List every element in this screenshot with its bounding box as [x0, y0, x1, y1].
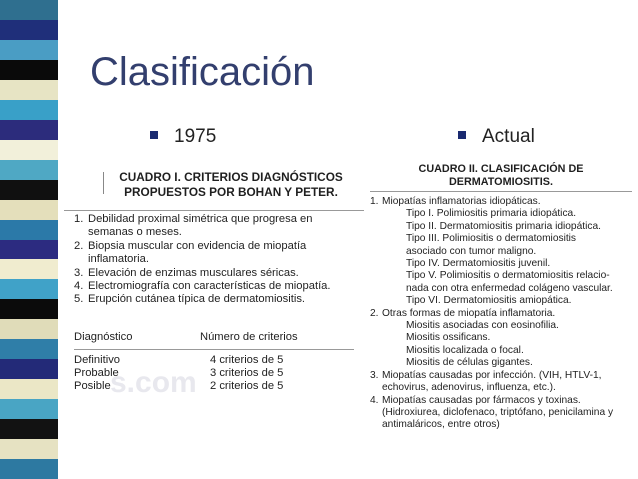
strip-block — [0, 459, 58, 479]
strip-block — [0, 299, 58, 319]
strip-block — [0, 279, 58, 299]
strip-block — [0, 419, 58, 439]
list-item — [370, 246, 632, 258]
list-item — [370, 208, 632, 220]
list-item — [370, 196, 632, 208]
item-text: Tipo I. Polimiositis primaria idiopática. — [406, 208, 577, 220]
item-number: 3. — [370, 369, 379, 381]
item-text: nada con otra enfermedad colágeno vascular. — [406, 282, 613, 294]
list-item — [370, 332, 632, 344]
list-item — [370, 258, 632, 270]
item-number: 4. — [370, 394, 379, 406]
item-number: 5. — [74, 293, 84, 306]
item-number: 2. — [370, 307, 379, 319]
table-cell: 3 criterios de 5 — [210, 366, 284, 379]
strip-block — [0, 240, 58, 260]
strip-block — [0, 220, 58, 240]
strip-block — [0, 80, 58, 100]
strip-block — [0, 140, 58, 160]
list-item — [74, 226, 364, 239]
item-text: Miositis ossificans. — [406, 332, 491, 344]
list-item — [370, 395, 632, 407]
bullet-1975 — [150, 126, 216, 148]
cuadro-i-title — [106, 170, 356, 200]
item-text: inflamatoria. — [88, 253, 149, 266]
list-item — [370, 270, 632, 282]
list-item — [370, 370, 632, 382]
list-item — [370, 407, 632, 419]
cuadro-i-header — [64, 160, 364, 211]
watermark: s.com — [110, 366, 197, 399]
list-item — [370, 419, 632, 431]
item-text: Biopsia muscular con evidencia de miopatía — [88, 239, 307, 252]
bullet-label: 1975 — [174, 126, 217, 147]
item-text: Erupción cutánea típica de dermatomiositis. — [88, 293, 306, 306]
item-text: Tipo V. Polimiositis o dermatomiositis relacio- — [406, 270, 610, 282]
strip-block — [0, 180, 58, 200]
item-text: Tipo II. Dermatomiositis primaria idiopática. — [406, 220, 601, 232]
strip-block — [0, 60, 58, 80]
cuadro-ii-panel — [370, 158, 632, 432]
item-text: Miositis de células gigantes. — [406, 357, 533, 369]
item-text: Electromiografía con características de miopatía. — [88, 280, 331, 293]
strip-block — [0, 339, 58, 359]
decorative-strip — [0, 0, 58, 479]
list-item — [370, 233, 632, 245]
item-text: Tipo III. Polimiositis o dermatomiositis — [406, 233, 577, 245]
list-item — [370, 345, 632, 357]
item-text: Tipo IV. Dermatomiositis juvenil. — [406, 258, 551, 270]
divider — [103, 172, 104, 194]
item-text: Debilidad proximal simétrica que progresa en — [88, 213, 313, 225]
table-cell: Probable — [74, 366, 119, 379]
strip-block — [0, 399, 58, 419]
item-text: Elevación de enzimas musculares séricas. — [88, 266, 299, 279]
slide-title: Clasificación — [90, 50, 315, 94]
strip-block — [0, 20, 58, 40]
column-header-diagnostico: Diagnóstico — [74, 331, 133, 343]
strip-block — [0, 259, 58, 279]
strip-block — [0, 40, 58, 60]
cuadro-i-title-line2: PROPUESTOS POR BOHAN Y PETER. — [124, 185, 338, 199]
bullet-label: Actual — [482, 126, 535, 147]
list-item — [74, 267, 364, 280]
diagnosis-table-header — [74, 327, 354, 350]
bullet-actual — [458, 126, 535, 148]
strip-block — [0, 100, 58, 120]
list-item — [74, 213, 364, 226]
criteria-list — [74, 213, 364, 307]
list-item — [74, 280, 364, 293]
cuadro-ii-title-line2: DERMATOMIOSITIS. — [449, 175, 553, 188]
item-number: 3. — [74, 266, 84, 279]
item-text: Miopatías inflamatorias idiopáticas. — [382, 196, 541, 207]
list-item — [370, 320, 632, 332]
strip-block — [0, 379, 58, 399]
item-text: antimaláricos, entre otros) — [382, 419, 500, 431]
strip-block — [0, 359, 58, 379]
item-text: semanas o meses. — [88, 226, 182, 239]
table-cell: 2 criterios de 5 — [210, 379, 284, 392]
item-text: (Hidroxiurea, diclofenaco, triptófano, penicilamina y — [382, 406, 614, 418]
list-item — [370, 221, 632, 233]
strip-block — [0, 160, 58, 180]
cuadro-i-panel — [64, 160, 364, 402]
item-text: asociado con tumor maligno. — [406, 245, 537, 257]
strip-block — [0, 319, 58, 339]
table-cell: Definitivo — [74, 354, 121, 366]
list-item — [74, 253, 364, 266]
strip-block — [0, 439, 58, 459]
strip-block — [0, 0, 58, 20]
item-text: Otras formas de miopatía inflamatoria. — [382, 307, 556, 319]
cuadro-i-title-line1: CUADRO I. CRITERIOS DIAGNÓSTICOS — [119, 170, 343, 184]
list-item — [74, 240, 364, 253]
list-item — [370, 283, 632, 295]
list-item — [370, 295, 632, 307]
item-text: Miopatías causadas por fármacos y toxinas. — [382, 394, 581, 406]
square-bullet-icon — [150, 131, 158, 139]
list-item — [370, 357, 632, 369]
cuadro-ii-title-line1: CUADRO II. CLASIFICACIÓN DE — [418, 163, 584, 175]
item-text: Miositis localizada o focal. — [406, 344, 524, 356]
item-number: 1. — [370, 196, 379, 207]
list-item — [370, 382, 632, 394]
item-number: 2. — [74, 239, 84, 252]
table-cell: Posible — [74, 379, 111, 392]
item-text: echovirus, adenovirus, influenza, etc.). — [382, 382, 556, 394]
list-item — [74, 293, 364, 306]
item-number: 4. — [74, 280, 84, 293]
square-bullet-icon — [458, 131, 466, 139]
table-row — [74, 354, 354, 367]
item-text: Miositis asociadas con eosinofilia. — [406, 320, 559, 332]
column-header-numero: Número de criterios — [200, 331, 298, 343]
classification-list — [370, 192, 632, 432]
list-item — [370, 308, 632, 320]
strip-block — [0, 200, 58, 220]
item-number: 1. — [74, 213, 84, 225]
cuadro-ii-header — [370, 158, 632, 192]
item-text: Miopatías causadas por infección. (VIH, HTLV-1, — [382, 369, 602, 381]
item-text: Tipo VI. Dermatomiositis amiopática. — [406, 295, 572, 307]
strip-block — [0, 120, 58, 140]
table-cell: 4 criterios de 5 — [210, 354, 284, 366]
